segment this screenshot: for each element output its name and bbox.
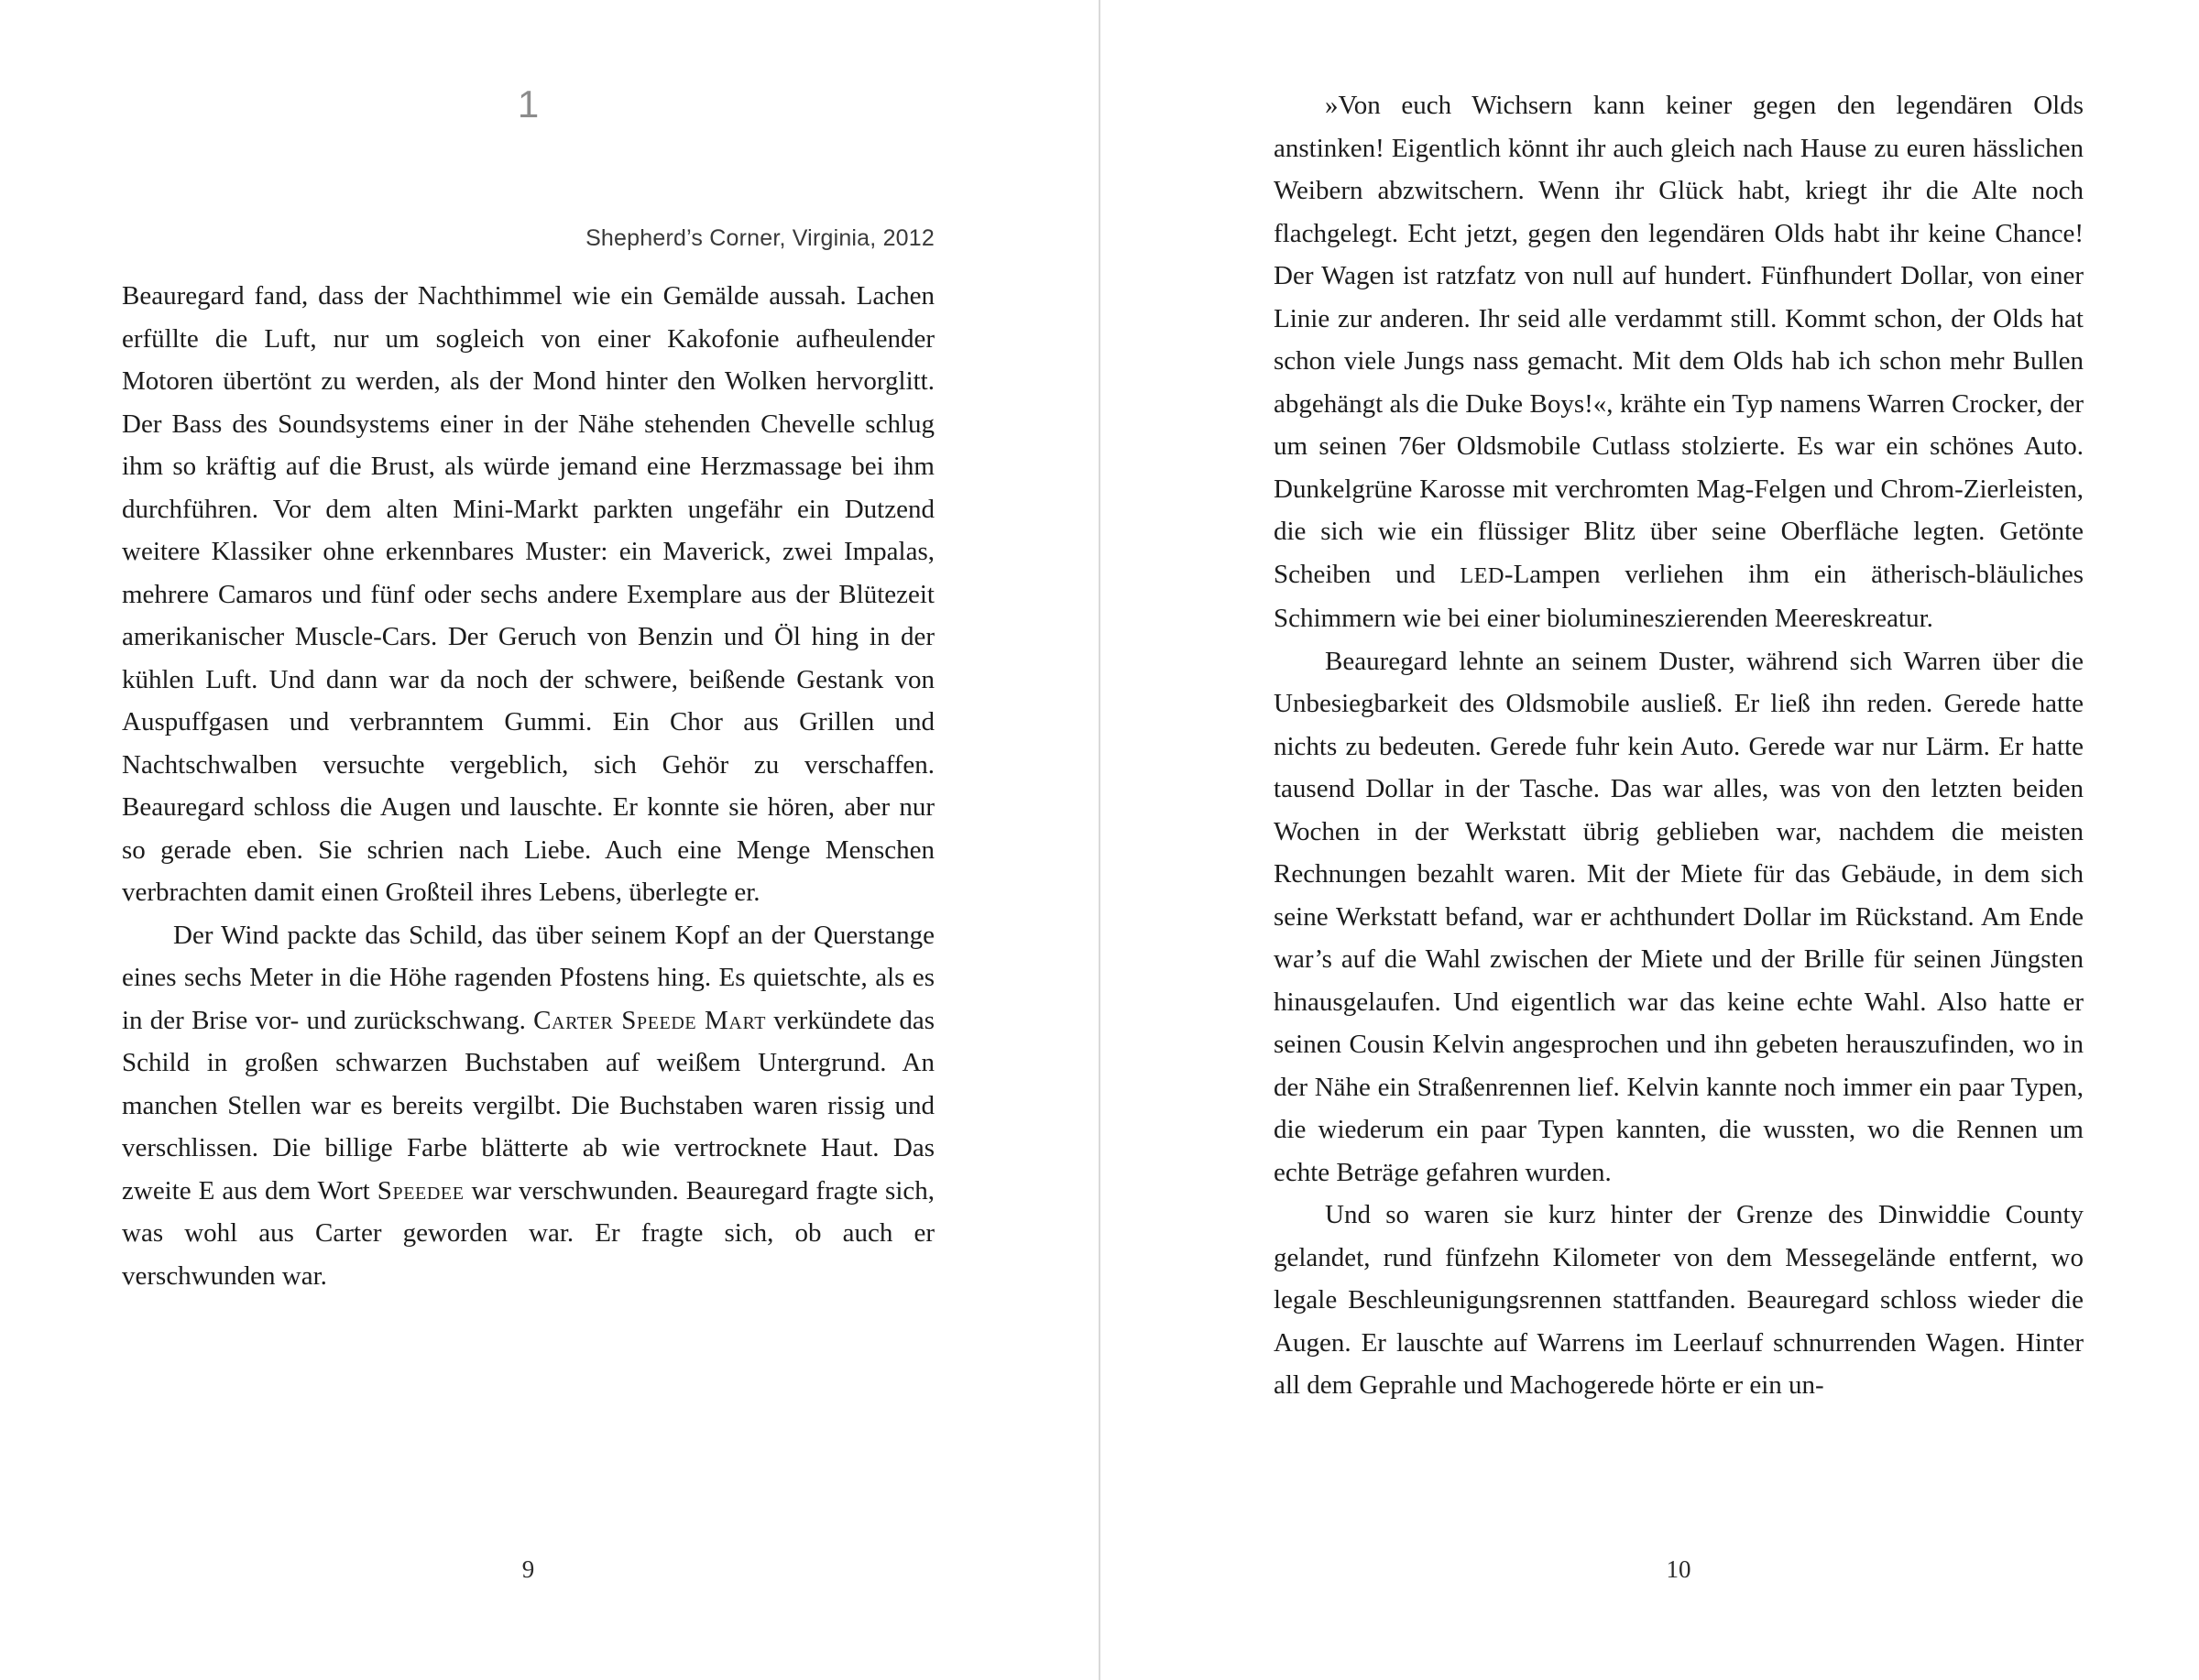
- page-gutter-divider: [1099, 0, 1100, 1680]
- paragraph: Beauregard fand, dass der Nachthimmel wie ein Gemälde aussah. Lachen erfüllte die Luft, nur um sogleich von einer Kakofonie aufheulender Motoren übertönt zu werden, als der Mond hinter den Wolken hervorglitt. Der Bass des Soundsystems einer in der Nähe stehenden Chevelle schlug ihm so kräftig auf die Brust, als würde jemand eine Herzmassage bei ihm durchführen. Vor dem alten Mini-Markt parkten ungefähr ein Dutzend weitere Klassiker ohne erkennbares Muster: ein Maverick, zwei Impalas, mehrere Camaros und fünf oder sechs andere Exemplare aus der Blütezeit amerikanischer Muscle-Cars. Der Geruch von Benzin und Öl hing in der kühlen Luft. Und dann war da noch der schwere, beißende Gestank von Auspuffgasen und verbranntem Gummi. Ein Chor aus Grillen und Nachtschwalben versuchte vergeblich, sich Gehör zu verschaffen. Beauregard schloss die Augen und lauschte. Er konnte sie hören, aber nur so gerade eben. Sie schrien nach Liebe. Auch eine Menge Menschen verbrachten damit einen Großteil ihres Lebens, überlegte er.: [122, 281, 935, 907]
- paragraph: Der Wind packte das Schild, das über seinem Kopf an der Querstange eines sechs Meter in die Höhe ragenden Pfostens hing. Es quietschte, als es in der Brise vor- und zurückschwang. Carter Speede Mart verkündete das Schild in großen schwarzen Buchstaben auf weißem Untergrund. An manchen Stellen war es bereits vergilbt. Die Buchstaben waren rissig und verschlissen. Die billige Farbe blätterte ab wie vertrocknete Haut. Das zweite E aus dem Wort Speedee war verschwunden. Beauregard fragte sich, was wohl aus Carter geworden war. Er fragte sich, ob auch er verschwunden war.: [122, 920, 935, 1291]
- chapter-number: 1: [517, 82, 540, 125]
- page-left: [122, 0, 935, 1680]
- page-number-left: 9: [521, 1555, 535, 1583]
- paragraph: Und so waren sie kurz hinter der Grenze des Dinwiddie County gelandet, rund fünfzehn Kilometer von dem Messegelände entfernt, wo legale Beschleunigungsrennen stattfanden. Beauregard schloss wieder die Augen. Er lauschte auf Warrens im Leerlauf schnurrenden Wagen. Hinter all dem Geprahle und Machogerede hörte er ein un-: [1274, 1200, 2084, 1400]
- paragraph: »Von euch Wichsern kann keiner gegen den legendären Olds anstinken! Eigentlich könnt ihr auch gleich nach Hause zu euren hässlichen Weibern abzwitschern. Wenn ihr Glück habt, kriegt ihr die Alte noch flachgelegt. Echt jetzt, gegen den legendären Olds habt ihr keine Chance! Der Wagen ist ratzfatz von null auf hundert. Fünfhundert Dollar, von einer Linie zur anderen. Ihr seid alle verdammt still. Kommt schon, der Olds hat schon viele Jungs nass gemacht. Mit dem Olds hab ich schon mehr Bullen abgehängt als die Duke Boys!«, krähte ein Typ namens Warren Crocker, der um seinen 76er Oldsmobile Cutlass stolzierte. Es war ein schönes Auto. Dunkelgrüne Karosse mit verchromten Mag-Felgen und Chrom-Zierleisten, die sich wie ein flüssiger Blitz über seine Oberfläche legten. Getönte Scheiben und LED-Lampen verliehen ihm ein ätherisch-bläuliches Schimmern wie bei einer biolumineszierenden Meereskreatur.: [1274, 91, 2084, 633]
- paragraph: Beauregard lehnte an seinem Duster, während sich Warren über die Unbesiegbarkeit des Oldsmobile ausließ. Er ließ ihn reden. Gerede hatte nichts zu bedeuten. Gerede fuhr kein Auto. Gerede war nur Lärm. Er hatte tausend Dollar in der Tasche. Das war alles, was von den letzten beiden Wochen in der Werkstatt übrig geblieben war, nachdem die meisten Rechnungen bezahlt waren. Mit der Miete für das Gebäude, in dem sich seine Werkstatt befand, war er achthundert Dollar im Rückstand. Am Ende war’s auf die Wahl zwischen der Miete und der Brille für seinen Jüngsten hinausgelaufen. Und eigentlich war das keine echte Wahl. Also hatte er seinen Cousin Kelvin angesprochen und ihn gebeten herauszufinden, wo in der Nähe ein Straßenrennen lief. Kelvin kannte noch immer ein paar Typen, die wiederum ein paar Typen kannten, die wussten, wo die Rennen um echte Beträge gefahren wurden.: [1274, 646, 2084, 1187]
- body-text-left: [122, 275, 935, 1297]
- page-number-right: 10: [1666, 1555, 1691, 1583]
- body-text-right: [1274, 84, 2084, 1407]
- page-right: [1274, 0, 2084, 1680]
- dateline: Shepherd’s Corner, Virginia, 2012: [585, 225, 935, 251]
